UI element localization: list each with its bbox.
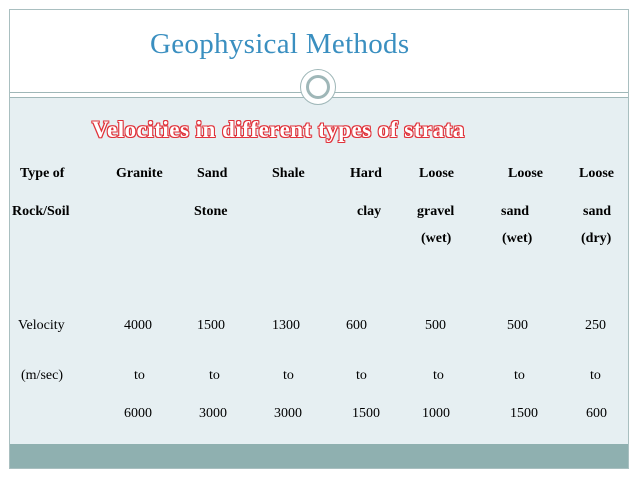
header-sand-dry: sand — [583, 204, 612, 219]
header-sand: Sand — [197, 166, 228, 181]
velocity-gravel-low: 500 — [425, 318, 446, 333]
footer-bar — [10, 444, 628, 468]
to-sand-dry: to — [590, 368, 601, 383]
slide-title: Geophysical Methods — [150, 28, 410, 60]
header-type-of: Type of — [20, 166, 65, 181]
velocity-hard-clay-low: 600 — [346, 318, 367, 333]
header-loose-gravel: Loose — [419, 166, 454, 181]
velocity-granite-high: 6000 — [124, 406, 152, 421]
to-shale: to — [283, 368, 294, 383]
velocity-sandstone-low: 1500 — [197, 318, 225, 333]
velocity-granite-low: 4000 — [124, 318, 152, 333]
velocity-units: (m/sec) — [21, 368, 63, 383]
header-loose-sand-wet: Loose — [508, 166, 543, 181]
to-gravel: to — [433, 368, 444, 383]
header-stone: Stone — [194, 204, 228, 219]
velocity-sand-dry-high: 600 — [586, 406, 607, 421]
header-loose-sand-dry: Loose — [579, 166, 614, 181]
slide-subtitle: Velocities in different types of strata — [92, 117, 465, 142]
header-sand-dry-note: (dry) — [581, 231, 612, 246]
content-area — [10, 98, 628, 444]
to-granite: to — [134, 368, 145, 383]
divider-circle-ornament — [300, 69, 336, 105]
header-gravel: gravel — [417, 204, 455, 219]
velocity-sand-wet-low: 500 — [507, 318, 528, 333]
header-rock-soil: Rock/Soil — [12, 204, 70, 219]
velocity-sand-wet-high: 1500 — [510, 406, 538, 421]
header-gravel-wet: (wet) — [421, 231, 452, 246]
header-granite: Granite — [116, 166, 163, 181]
to-sandstone: to — [209, 368, 220, 383]
velocity-sand-dry-low: 250 — [585, 318, 606, 333]
velocity-label: Velocity — [18, 318, 65, 333]
header-shale: Shale — [272, 166, 305, 181]
to-hard-clay: to — [356, 368, 367, 383]
velocity-sandstone-high: 3000 — [199, 406, 227, 421]
header-sand-wet-note: (wet) — [502, 231, 533, 246]
velocity-shale-low: 1300 — [272, 318, 300, 333]
header-hard: Hard — [350, 166, 382, 181]
to-sand-wet: to — [514, 368, 525, 383]
velocity-gravel-high: 1000 — [422, 406, 450, 421]
header-sand-wet: sand — [501, 204, 530, 219]
divider-circle-inner — [306, 75, 330, 99]
velocity-hard-clay-high: 1500 — [352, 406, 380, 421]
header-clay: clay — [357, 204, 382, 219]
velocity-shale-high: 3000 — [274, 406, 302, 421]
